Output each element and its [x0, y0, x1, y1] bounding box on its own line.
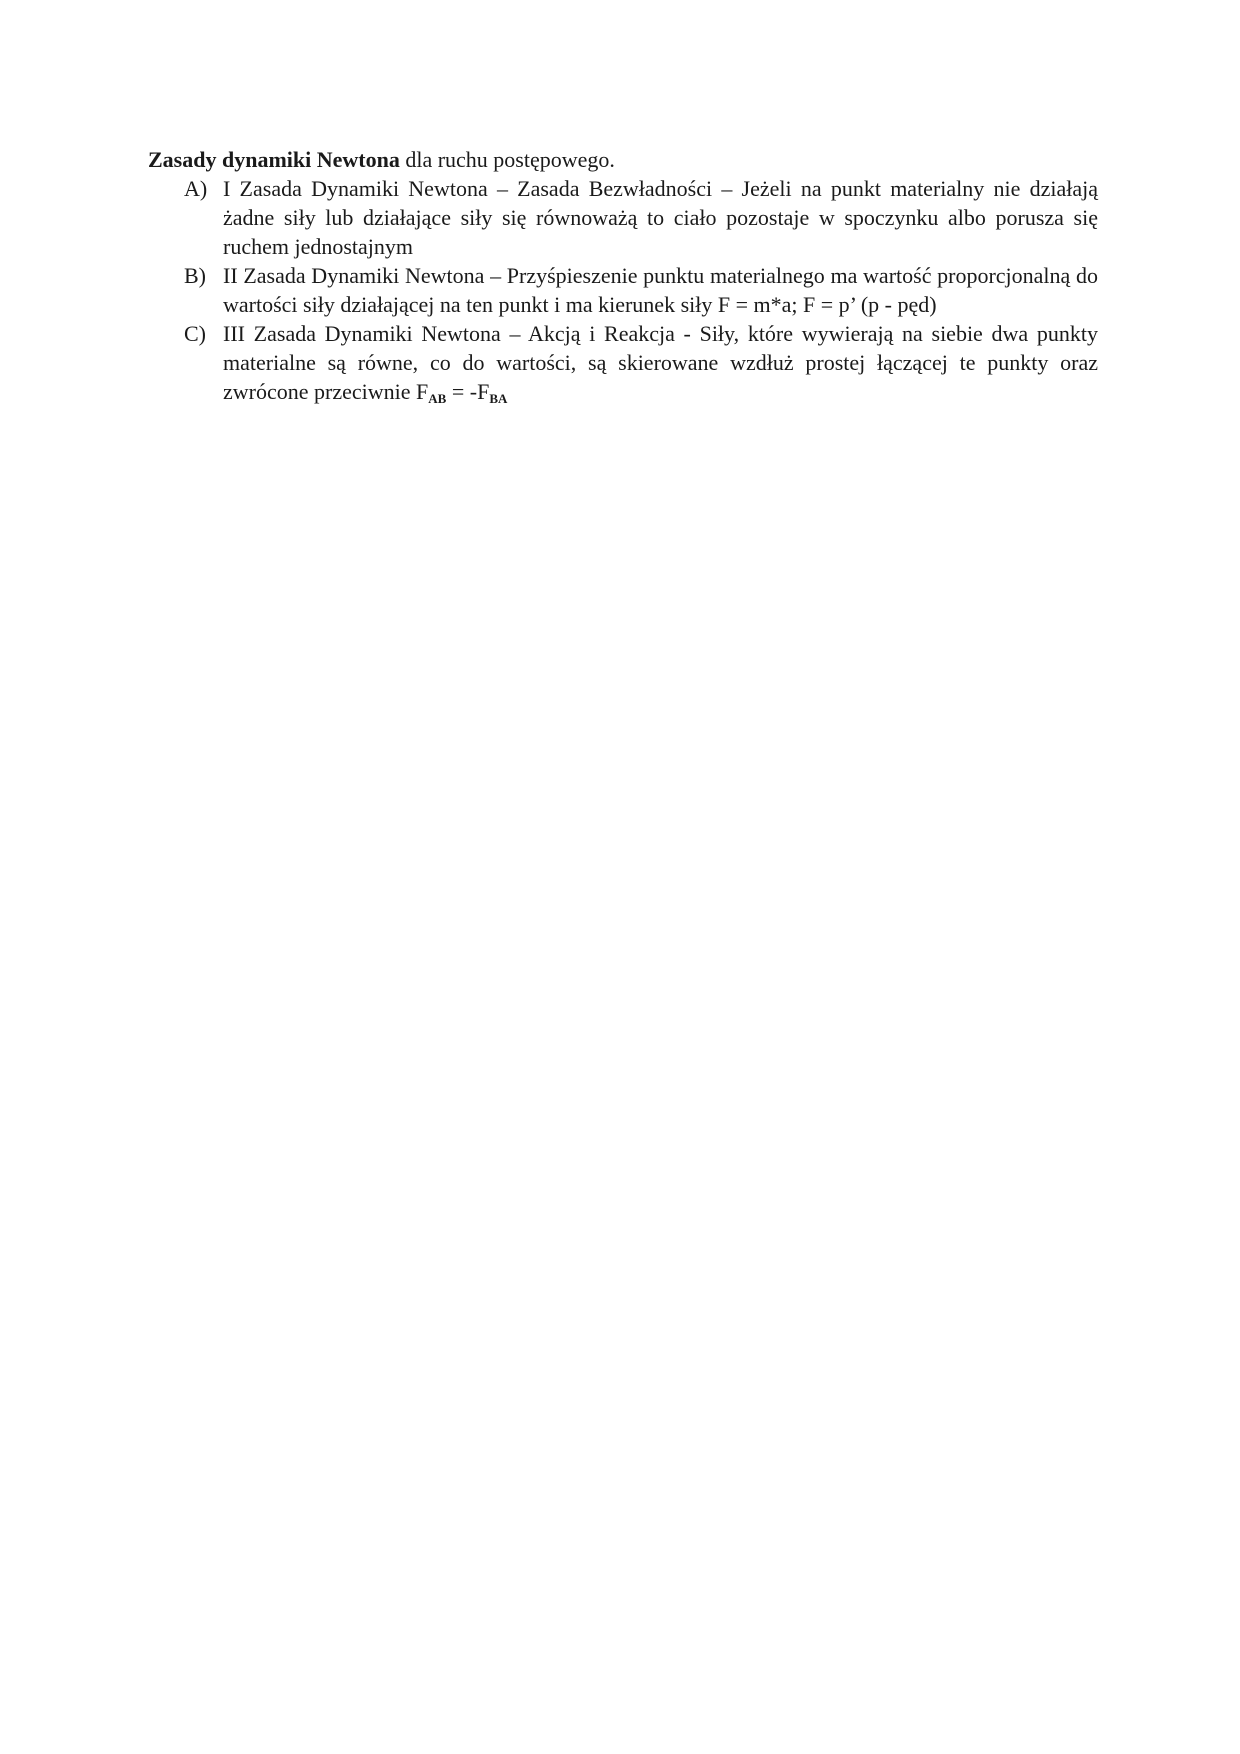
- list-marker: C): [184, 321, 206, 346]
- law-text: I Zasada Dynamiki Newtona – Zasada Bezwładności – Jeżeli na punkt materialny nie działają żadne siły lub działające siły się równoważą to ciało pozostaje w spoczynku albo porusza się ruchem jednostajnym: [223, 176, 1098, 259]
- law-text: III Zasada Dynamiki Newtona – Akcją i Reakcja - Siły, które wywierają na siebie dwa punkty materialne są równe, co do wartości, są skierowane wzdłuż prostej łączącej te punkty oraz zwrócone przeciwnie: [223, 321, 1098, 404]
- formula-lhs: F: [416, 379, 429, 404]
- list-item-law-1: [148, 174, 1098, 261]
- list-marker: A): [184, 176, 208, 201]
- formula: [416, 379, 507, 404]
- list-marker: B): [184, 263, 206, 288]
- formula-rhs: F: [477, 379, 490, 404]
- formula-lhs-subscript: AB: [428, 391, 447, 406]
- heading-rest: dla ruchu postępowego.: [399, 147, 615, 172]
- document-content: [148, 145, 1098, 406]
- formula-rhs-subscript: BA: [489, 391, 508, 406]
- heading-bold: Zasady dynamiki Newtona: [148, 147, 400, 172]
- document-heading: [148, 145, 1098, 174]
- list-item-law-2: [148, 261, 1098, 319]
- laws-list: [148, 174, 1098, 406]
- formula-operator: = -: [446, 379, 478, 404]
- list-item-law-3: [148, 319, 1098, 406]
- law-text: II Zasada Dynamiki Newtona – Przyśpieszenie punktu materialnego ma wartość proporcjonalną do wartości siły działającej na ten punkt i ma kierunek siły F = m*a; F = p’ (p - pęd): [223, 263, 1098, 317]
